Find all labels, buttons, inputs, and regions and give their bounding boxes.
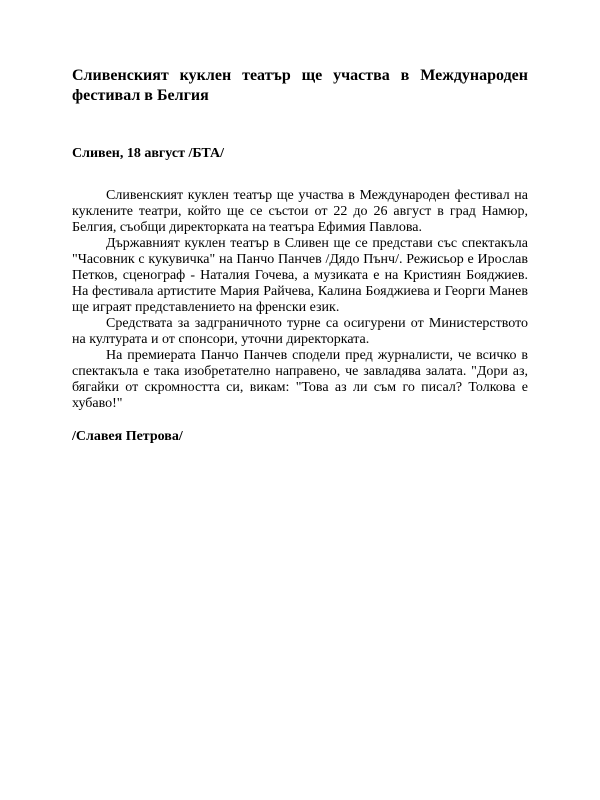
article-author-signature: /Славея Петрова/ [72,429,183,444]
article-paragraph-3: Средствата за задграничното турне са осигурени от Министерството на културата и от спонсори, уточни директорката. [72,316,528,347]
article-paragraph-2: Държавният куклен театър в Сливен ще се представи със спектакъла "Часовник с кукувичка" на Панчо Панчев /Дядо Пънч/. Режисьор е Ирослав Петков, сценограф - Наталия Гочева, а музиката е на Кристиян Бояджиев. На фестивала артистите Мария Райчева, Калина Бояджиева и Георги Манев ще играят представлението на френски език. [72,236,528,315]
document-page [72,66,528,445]
article-dateline: Сливен, 18 август /БТА/ [72,146,225,161]
article-paragraph-4: На премиерата Панчо Панчев сподели пред журналисти, че всичко в спектакъла е така изобретателно направено, че завладява залата. "Дори аз, бягайки от скромността си, викам: "Това аз ли съм го писал? Толкова е хубаво!" [72,348,528,411]
article-body [72,188,528,412]
article-paragraph-1: Сливенският куклен театър ще участва в Международен фестивал на куклените театри, който ще се състои от 22 до 26 август в град Намюр, Белгия, съобщи директорката на театъра Ефимия Павлова. [72,188,528,235]
article-title: Сливенският куклен театър ще участва в Международен фестивал в Белгия [72,67,528,104]
